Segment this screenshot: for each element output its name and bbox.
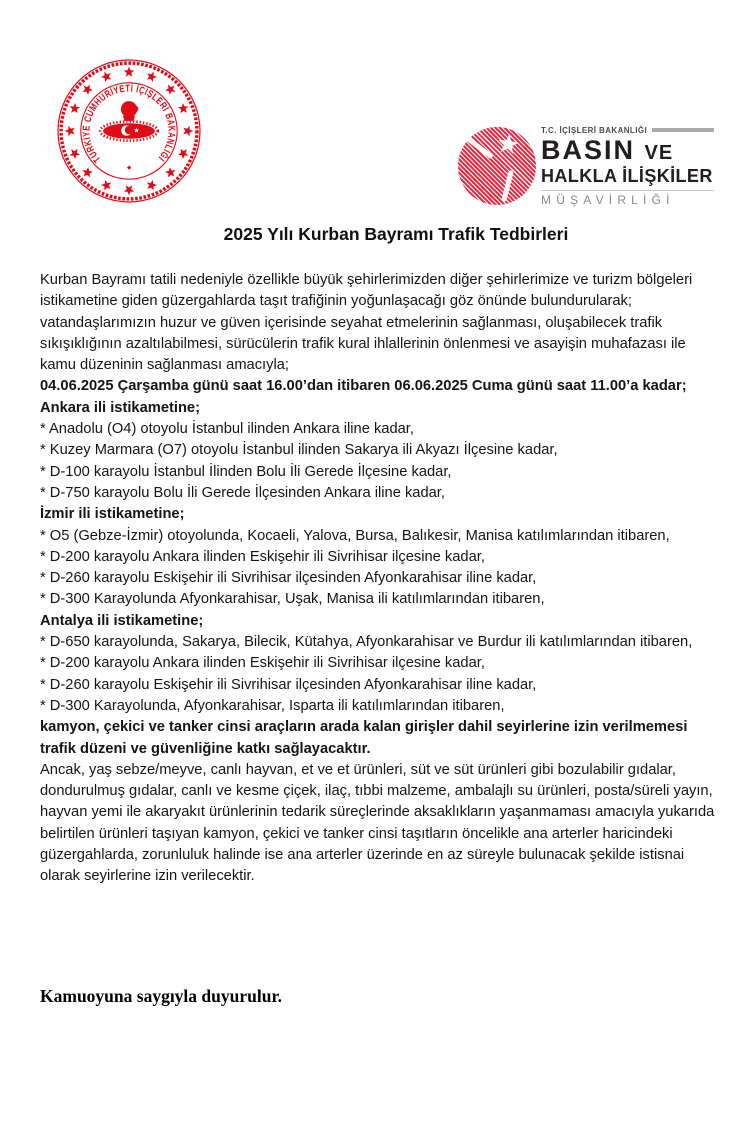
press-logo-ministry-line [541, 126, 714, 135]
ministry-line-label: T.C. İÇİŞLERİ BAKANLIĞI [541, 125, 648, 135]
press-relations-logo [458, 118, 714, 214]
body-heading-line: İzmir ili istikametine; [40, 506, 185, 523]
seal-circular-text: TÜRKİYE CUMHURİYETİ İÇİŞLERİ BAKANLIĞI [81, 83, 177, 165]
seal-center-emblem [100, 101, 158, 141]
press-logo-unit: MÜŞAVİRLİĞİ [541, 192, 675, 207]
press-title-suffix: VE [644, 141, 674, 164]
body-text-line: * D-260 karayolu Eskişehir ili Sivrihisar ilçesinden Afyonkarahisar iline kadar, [40, 676, 537, 693]
globe-star-icon: ★ [494, 127, 523, 161]
body-text-line: * D-100 karayolu İstanbul İlinden Bolu İli Gerede İlçesine kadar, [40, 463, 452, 480]
body-text-line: Kurban Bayramı tatili nedeniyle özellikle büyük şehirlerimizden diğer şehirlerimize ve turizm bölgeleri istikametine giden güzergahlarda taşıt trafiğinin yoğunlaşacağı göz önünde bulundurularak; vatandaşlarımızın huzur ve güven içerisinde seyahat etmelerinin sağlanması, oluşabilecek trafik sıkışıklığının azaltılabilmesi, sürücülerin trafik kural ihlallerinin önlenmesi ve asayişin muhafazası ile kamu düzeninin sağlanması amacıyla; [40, 272, 693, 374]
body-text-line: * D-300 Karayolunda, Afyonkarahisar, Isparta ili katılımlarından itibaren, [40, 697, 505, 714]
ministry-line-rule [652, 128, 714, 132]
press-logo-text [541, 126, 714, 207]
body-text-line: * Kuzey Marmara (O7) otoyolu İstanbul ilinden Sakarya ili Akyazı İlçesine kadar, [40, 442, 558, 459]
body-heading-line: Antalya ili istikametine; [40, 612, 204, 629]
press-title-main: BASIN [541, 134, 636, 165]
body-text-line: * D-200 karayolu Ankara ilinden Eskişehir ili Sivrihisar ilçesine kadar, [40, 655, 485, 672]
closing-statement: Kamuoyuna saygıyla duyurulur. [40, 986, 283, 1006]
document-body [40, 270, 716, 888]
body-text-line: * D-650 karayolunda, Sakarya, Bilecik, Kütahya, Afyonkarahisar ve Burdur ili katılımlarından itibaren, [40, 634, 693, 651]
body-text-line: * Anadolu (O4) otoyolu İstanbul ilinden Ankara iline kadar, [40, 421, 414, 438]
body-text-line: * D-300 Karayolunda Afyonkarahisar, Uşak, Manisa ili katılımlarından itibaren, [40, 591, 545, 608]
press-logo-globe-icon [458, 127, 536, 205]
ministry-seal-icon [56, 58, 202, 204]
globe-swoosh [501, 170, 514, 202]
page-title: 2025 Yılı Kurban Bayramı Trafik Tedbirleri [223, 224, 569, 244]
press-logo-title [541, 134, 714, 167]
body-text-line: * D-260 karayolu Eskişehir ili Sivrihisar ilçesinden Afyonkarahisar iline kadar, [40, 570, 537, 587]
body-heading-line: 04.06.2025 Çarşamba günü saat 16.00’dan itibaren 06.06.2025 Cuma günü saat 11.00’a kadar; [40, 378, 687, 395]
body-heading-line: Ankara ili istikametine; [40, 399, 200, 416]
press-logo-divider [541, 190, 714, 191]
body-text-line: * D-750 karayolu Bolu İli Gerede İlçesinden Ankara iline kadar, [40, 484, 445, 501]
body-text-line: * O5 (Gebze-İzmir) otoyolunda, Kocaeli, Yalova, Bursa, Balıkesir, Manisa katılımlarından itibaren, [40, 527, 670, 544]
ataturk-silhouette [121, 101, 137, 117]
seal-bottom-diamond [127, 165, 131, 169]
press-logo-subtitle: HALKLA İLİŞKİLER [541, 165, 713, 186]
body-heading-line: kamyon, çekici ve tanker cinsi araçların arada kalan girişler dahil seyirlerine izin verilmemesi trafik düzeni ve güvenliğine katkı sağlayacaktır. [40, 719, 688, 757]
globe-swoosh [462, 133, 493, 159]
body-text-line: * D-200 karayolu Ankara ilinden Eskişehir ili Sivrihisar ilçesine kadar, [40, 548, 485, 565]
body-text-line: Ancak, yaş sebze/meyve, canlı hayvan, et ve et ürünleri, süt ve süt ürünleri gibi bozulabilir gıdalar, dondurulmuş gıdalar, canlı ve kesme çiçek, ilaç, tıbbi malzeme, ambalajlı su ürünleri, posta/süreli yayın, hayvan yemi ile akaryakıt ürünlerinin tedarik süreçlerinde aksaklıkların yaşanmaması amacıyla yukarıda belirtilen ürünleri taşıyan kamyon, çekici ve tanker cinsi taşıtların öncelikle ana arterler haricindeki güzergahlarda, zorunluluk halinde ise ana arterler üzerinde en az süreyle bulunacak şekilde istisnai olarak seyirlerine izin verilecektir. [40, 761, 715, 885]
